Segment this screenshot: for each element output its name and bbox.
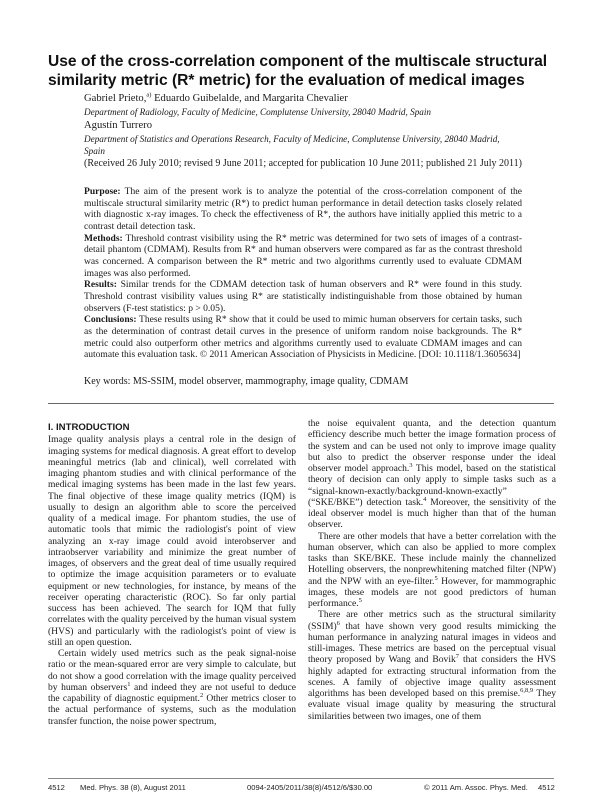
- author-footnote-mark: a): [146, 91, 152, 99]
- conclusions-label: Conclusions:: [84, 314, 137, 326]
- abstract-results: [84, 279, 522, 314]
- results-text: Similar trends for the CDMAM detection task of human observers and R* were found in this study. Threshold contrast visibility values using R* are statistically indistinguishable from those obtained by human observers (F-test statistics: p > 0.05).: [84, 279, 522, 314]
- author-name-first: Gabriel Prieto,: [84, 93, 147, 104]
- ref-6: 6: [336, 619, 340, 627]
- author-names-rest: Eduardo Guibelalde, and Margarita Chevalier: [151, 93, 348, 104]
- intro-paragraph-2: [48, 648, 296, 727]
- received-dates: (Received 26 July 2010; revised 9 June 2011; accepted for publication 10 June 2011; published 21 July 2011): [84, 158, 522, 169]
- paper-title: Use of the cross-correlation component of the multiscale structural similarity metric (R* metric) for the evaluation of medical images: [48, 53, 548, 89]
- conclusions-text: These results using R* show that it could be used to mimic human observers for certain tasks, such as the determination of contrast detail curves in the presence of uniform random noise backgrounds. The R* metric could also outperform other metrics and algorithms currently used to evaluate CDMAM images and can automate this evaluation task. © 2011 American Association of Physicists in Medicine. [DOI: 10.1118/1.3605634]: [84, 314, 522, 361]
- footer-code: 0094-2405/2011/38(8)/4512/6/$30.00: [247, 783, 373, 792]
- right-column: [308, 418, 556, 722]
- ref-6-8-9: 6,8,9: [520, 686, 534, 694]
- abstract-methods: [84, 233, 522, 280]
- keywords: Key words: MS-SSIM, model observer, mammography, image quality, CDMAM: [84, 376, 409, 387]
- abstract-purpose: [84, 186, 522, 233]
- right-paragraph-1: [308, 418, 556, 531]
- para2-text-b: and indeed they are not useful to deduce the capability of diagnostic equipment.: [48, 681, 297, 704]
- rp1-a: the noise equivalent quanta, and the detection quantum efficiency describe much better the image formation process of the system and can be used not only to improve image quality but also to predict the observer response under the ideal observer model approach.: [308, 418, 556, 474]
- ref-5a: 5: [434, 574, 438, 582]
- footer-page-number-right: 4512: [538, 783, 555, 792]
- affiliation-2: Department of Statistics and Operations Research, Faculty of Medicine, Complutense University, 28040 Madrid, Spain: [84, 134, 500, 156]
- ref-5b: 5: [358, 596, 362, 604]
- section-heading: I. INTRODUCTION: [48, 422, 130, 433]
- rp2-b: However, for mammographic images, these models are not good predictors of human performance.: [308, 575, 556, 609]
- authors-line-2: Agustín Turrero: [84, 120, 152, 131]
- left-column: [48, 422, 296, 727]
- footer-page-number-left: 4512: [48, 783, 65, 792]
- ref-2: 2: [199, 691, 204, 699]
- rp1-b: This model, based on the statistical theory of decision can only apply to simple tasks such as a “signal-known-exactly/background-known-exactly” (“SKE/BKE”) detection task.: [308, 463, 556, 508]
- purpose-text: The aim of the present work is to analyze the potential of the cross-correlation component of the multiscale structural similarity metric (R*) to predict human performance in detail detection tasks closely related with diagnostic x-ray images. To check the effectiveness of R*, the authors have initially applied this metric to a contrast detail detection task.: [84, 186, 522, 232]
- para2-text-c: Other metrics closer to the actual performance of systems, such as the modulation transfer function, the noise power spectrum,: [48, 693, 296, 727]
- methods-label: Methods:: [84, 232, 123, 244]
- affiliation-1: Department of Radiology, Faculty of Medicine, Complutense University, 28040 Madrid, Spain: [84, 107, 432, 117]
- para2-text-a: Certain widely used metrics such as the peak signal-noise ratio or the mean-squared error are very simple to calculate, but do not show a good correlation with the image quality perceived by human observers: [48, 648, 296, 693]
- footer-divider: [48, 778, 554, 779]
- footer-copyright: © 2011 Am. Assoc. Phys. Med.: [424, 783, 528, 792]
- ref-1: 1: [127, 680, 131, 688]
- footer-journal: Med. Phys. 38 (8), August 2011: [80, 783, 186, 792]
- abstract-conclusions: [84, 314, 522, 361]
- rp3-b: that have shown very good results mimicking the human performance in analyzing natural images in videos and still-images. These metrics are based on the perceptual visual theory proposed by Wang and Bovik: [308, 620, 556, 666]
- purpose-label: Purpose:: [84, 186, 121, 197]
- ref-3: 3: [409, 461, 413, 469]
- rp3-d: They evaluate visual image quality by measuring the structural similarities between two images, one of them: [308, 688, 556, 722]
- results-label: Results:: [84, 279, 117, 291]
- ref-7: 7: [455, 653, 459, 661]
- methods-text: Threshold contrast visibility using the R* metric was determined for two sets of images of a contrast-detail phantom (CDMAM). Results from R* and human observers were compared as far as the contrast threshold was concerned. A comparison between the R* metric and two algorithms currently used to evaluate CDMAM images was also performed.: [84, 232, 522, 279]
- section-divider: [48, 403, 554, 404]
- authors-line-1: [84, 93, 348, 105]
- rp3-a: There are other metrics such as the structural similarity (SSIM): [308, 609, 556, 632]
- right-paragraph-2: [308, 531, 556, 610]
- rp1-c: Moreover, the sensitivity of the ideal observer model is much higher than that of the human observer.: [308, 496, 556, 531]
- ref-4: 4: [423, 495, 427, 503]
- intro-paragraph-1: Image quality analysis plays a central role in the design of imaging systems for medical diagnosis. A great effort to develop meaningful metrics (lab and clinical), well correlated with imaging phantom studies and with clinical performance of the medical imaging systems has been made in the last few years. The final objective of these image quality metrics (IQM) is usually to design an algorithm able to score the perceived quality of a medical image. For phantom studies, the use of automatic tools that mimic the radiologist's point of view analyzing an x-ray image could avoid interobserver and intraobserver variability and minimize the great number of images, of observers and the great deal of time usually required to optimize the image acquisition parameters or to evaluate equipment or new technologies, for instance, by means of the receiver operating characteristic (ROC). So far only partial success has been achieved. The search for IQM that fully correlates with the quality perceived by the human visual system (HVS) and particularly with the radiologist's point of view is still an open question.: [48, 434, 296, 648]
- abstract: [84, 186, 522, 361]
- rp2-a: There are other models that have a better correlation with the human observer, which can also be applied to more complex tasks than SKE/BKE. These include mainly the channelized Hotelling observers, the nonprewhitening matched filter (NPW) and the NPW with an eye-filter.: [308, 530, 556, 587]
- rp3-c: that considers the HVS highly adapted for extracting structural information from the scenes. A family of objective image quality assessment algorithms has been developed based on this premise.: [308, 654, 556, 699]
- right-paragraph-3: [308, 609, 556, 722]
